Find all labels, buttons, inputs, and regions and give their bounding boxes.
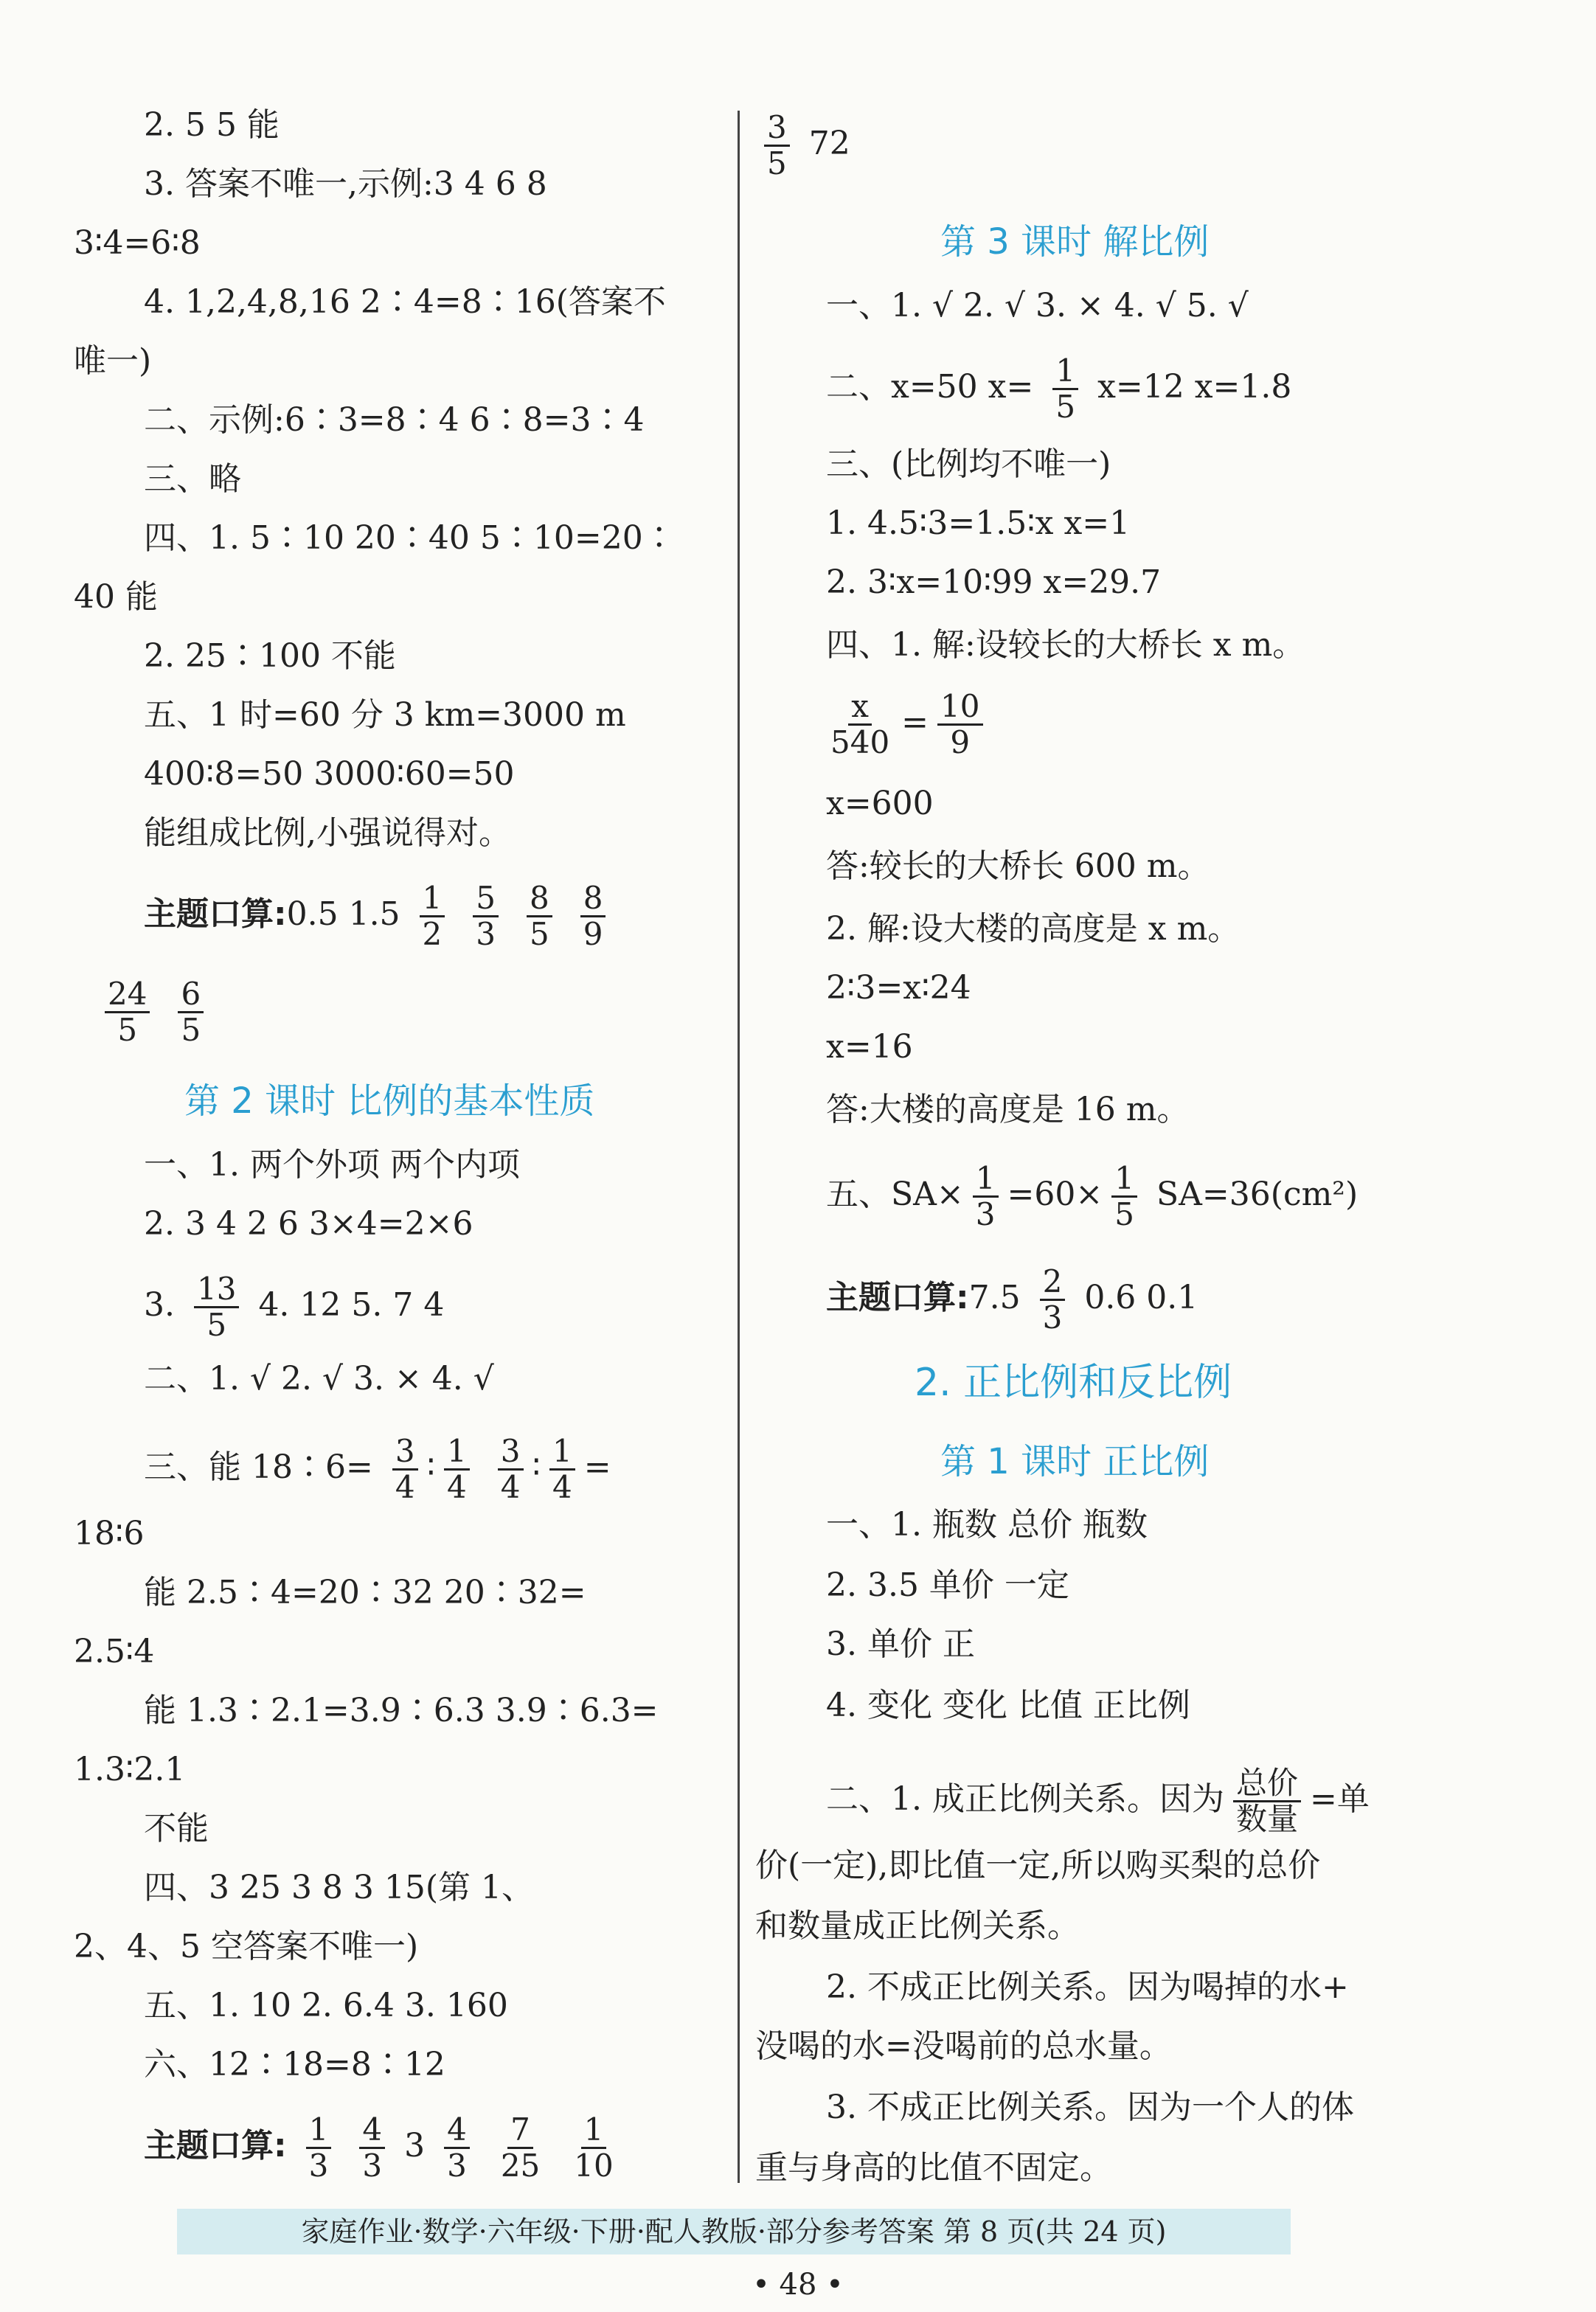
answer-line: x=16 — [826, 1028, 913, 1066]
fraction: $\frac{24}{5}$ — [105, 977, 150, 1047]
answer-line: 答:较长的大桥长 600 m。 — [826, 847, 1210, 885]
fraction: $\frac{1}{10}$ — [574, 2111, 614, 2184]
answer-line: $\frac{x}{540}$ = $\frac{10}{9}$ — [819, 690, 992, 760]
fraction: $\frac{4}{3}$ — [444, 2113, 470, 2183]
fraction: $\frac{6}{5}$ — [178, 977, 204, 1047]
answer-line: 2∶3=x∶24 — [826, 969, 971, 1007]
answer-line: 五、1 时=60 分 3 km=3000 m — [144, 696, 626, 734]
answer-line: x=600 — [826, 785, 934, 822]
answer-line: 3∶4=6∶8 — [74, 224, 201, 262]
answer-line: 四、1. 5∶10 20∶40 5∶10=20∶ — [144, 519, 676, 557]
answer-line: 价(一定),即比值一定,所以购买梨的总价 — [755, 1847, 1321, 1884]
mental-math-label: 主题口算: — [144, 895, 287, 933]
fraction: $\frac{1}{5}$ — [1052, 354, 1078, 424]
fraction: $\frac{1}{2}$ — [420, 881, 445, 951]
fraction: $\frac{8}{5}$ — [527, 881, 552, 951]
answer-line: 2. 5 5 能 — [144, 106, 280, 144]
fraction: $\frac{1}{5}$ — [1111, 1162, 1137, 1232]
answer-line: 能 2.5∶4=20∶32 20∶32= — [144, 1574, 586, 1611]
answer-line: 五、SA× $\frac{1}{3}$ =60× $\frac{1}{5}$ SA=36(cm²) — [826, 1160, 1359, 1232]
mental-math-values: 0.5 1.5 — [286, 895, 400, 933]
answer-line: 二、x=50 x= $\frac{1}{5}$ x=12 x=1.8 — [826, 353, 1292, 425]
answer-line: 唯一) — [74, 342, 152, 380]
fraction: $\frac{1}{3}$ — [973, 1162, 999, 1232]
answer-line: 2. 3 4 2 6 3×4=2×6 — [144, 1205, 473, 1243]
answer-line: 没喝的水=没喝前的总水量。 — [755, 2027, 1172, 2065]
answer-line: 3. 不成正比例关系。因为一个人的体 — [826, 2089, 1354, 2126]
answer-line: 三、略 — [144, 460, 241, 498]
fraction: $\frac{3}{4}$ — [392, 1434, 418, 1504]
fraction: $\frac{13}{5}$ — [194, 1272, 239, 1342]
fraction: $\frac{1}{3}$ — [306, 2113, 332, 2183]
mental-math-line: 主题口算: $\frac{1}{3}$ $\frac{4}{3}$ 3 $\frac{4}{3}$ $\frac{7}{25}$ $\frac{1}{10}$ — [144, 2113, 625, 2183]
answer-line: 4. 变化 变化 比值 正比例 — [826, 1687, 1190, 1724]
answer-line: 四、3 25 3 8 3 15(第 1、 — [144, 1869, 535, 1906]
column-divider — [738, 111, 740, 2183]
answer-line: 能组成比例,小强说得对。 — [144, 814, 511, 852]
answer-line: 二、示例:6∶3=8∶4 6∶8=3∶4 — [144, 401, 645, 439]
fraction: $\frac{5}{3}$ — [473, 881, 499, 951]
answer-line: 不能 — [144, 1810, 209, 1847]
answer-line: 3. $\frac{13}{5}$ 4. 12 5. 7 4 — [144, 1271, 445, 1343]
chapter-heading: 2. 正比例和反比例 — [915, 1361, 1232, 1405]
answer-line: 4. 1,2,4,8,16 2∶4=8∶16(答案不 — [144, 283, 666, 321]
answer-line: 能 1.3∶2.1=3.9∶6.3 3.9∶6.3= — [144, 1692, 659, 1729]
answer-line: 和数量成正比例关系。 — [755, 1907, 1080, 1945]
answer-line: 四、1. 解:设较长的大桥长 x m。 — [826, 626, 1305, 664]
answer-line: 3. 答案不唯一,示例:3 4 6 8 — [144, 165, 547, 203]
fraction: $\frac{\text{总价}}{\text{数量}}$ — [1233, 1766, 1301, 1836]
answer-line: 一、1. 瓶数 总价 瓶数 — [826, 1506, 1148, 1544]
answer-line: 一、1. 两个外项 两个内项 — [144, 1146, 520, 1184]
answer-line: 2. 解:设大楼的高度是 x m。 — [826, 910, 1241, 948]
mental-math-line: 主题口算:7.5 $\frac{2}{3}$ 0.6 0.1 — [826, 1263, 1198, 1336]
answer-line: 1. 4.5∶3=1.5∶x x=1 — [826, 504, 1131, 542]
fraction: $\frac{10}{9}$ — [937, 690, 982, 760]
fraction: $\frac{4}{3}$ — [359, 2113, 385, 2183]
answer-line: 3. 单价 正 — [826, 1625, 975, 1663]
fraction: $\frac{8}{9}$ — [580, 881, 606, 951]
answer-line: 2. 3∶x=10∶99 x=29.7 — [826, 563, 1162, 601]
answer-line: 2. 不成正比例关系。因为喝掉的水+ — [826, 1968, 1349, 2006]
answer-line: 2.5∶4 — [74, 1633, 155, 1670]
fraction: $\frac{3}{5}$ — [764, 111, 790, 181]
answer-line: 1.3∶2.1 — [74, 1751, 186, 1788]
answer-line: 重与身高的比值不固定。 — [755, 2149, 1112, 2187]
fraction: $\frac{1}{4}$ — [444, 1434, 470, 1504]
mental-math-line — [144, 881, 614, 951]
answer-line: 一、1. √ 2. √ 3. × 4. √ 5. √ — [826, 287, 1249, 324]
page-number: • 48 • — [752, 2268, 844, 2302]
fraction: $\frac{3}{4}$ — [498, 1434, 524, 1504]
mental-math-label: 主题口算: — [826, 1279, 969, 1316]
answer-line: 二、1. √ 2. √ 3. × 4. √ — [144, 1360, 494, 1398]
fraction: $\frac{7}{25}$ — [500, 2111, 541, 2184]
answer-line: 2、4、5 空答案不唯一) — [74, 1928, 419, 1965]
page-footer: 家庭作业·数学·六年级·下册·配人教版·部分参考答案 第 8 页(共 24 页) — [177, 2209, 1291, 2254]
section-heading: 第 1 课时 正比例 — [940, 1441, 1210, 1482]
answer-line: 六、12∶18=8∶12 — [144, 2046, 445, 2083]
answer-line: 答:大楼的高度是 16 m。 — [826, 1091, 1190, 1128]
fraction: $\frac{2}{3}$ — [1040, 1265, 1066, 1335]
answer-line: 2. 3.5 单价 一定 — [826, 1566, 1069, 1604]
fraction: $\frac{x}{540}$ — [830, 688, 890, 760]
answer-line: 400∶8=50 3000∶60=50 — [144, 755, 515, 793]
answer-line: 2. 25∶100 不能 — [144, 637, 396, 675]
answer-line: 40 能 — [74, 578, 158, 616]
fraction: $\frac{1}{4}$ — [549, 1434, 575, 1504]
mental-math-label: 主题口算: — [144, 2127, 287, 2165]
answer-line: 三、(比例均不唯一) — [826, 445, 1111, 483]
answer-line: $\frac{3}{5}$ 72 — [755, 111, 850, 181]
answer-line: 五、1. 10 2. 6.4 3. 160 — [144, 1987, 508, 2024]
answer-line: 三、能 18∶6= $\frac{3}{4}$ ∶ $\frac{1}{4}$ $\frac{3}{4}$ ∶ $\frac{1}{4}$ = — [144, 1433, 611, 1505]
mental-math-line — [96, 977, 212, 1047]
section-heading: 第 3 课时 解比例 — [940, 221, 1210, 263]
answer-line: 二、1. 成正比例关系。因为 $\frac{\text{总价}}{\text{数量}}$ =单 — [826, 1765, 1370, 1837]
section-heading: 第 2 课时 比例的基本性质 — [184, 1080, 595, 1122]
answer-line: 18∶6 — [74, 1515, 145, 1552]
